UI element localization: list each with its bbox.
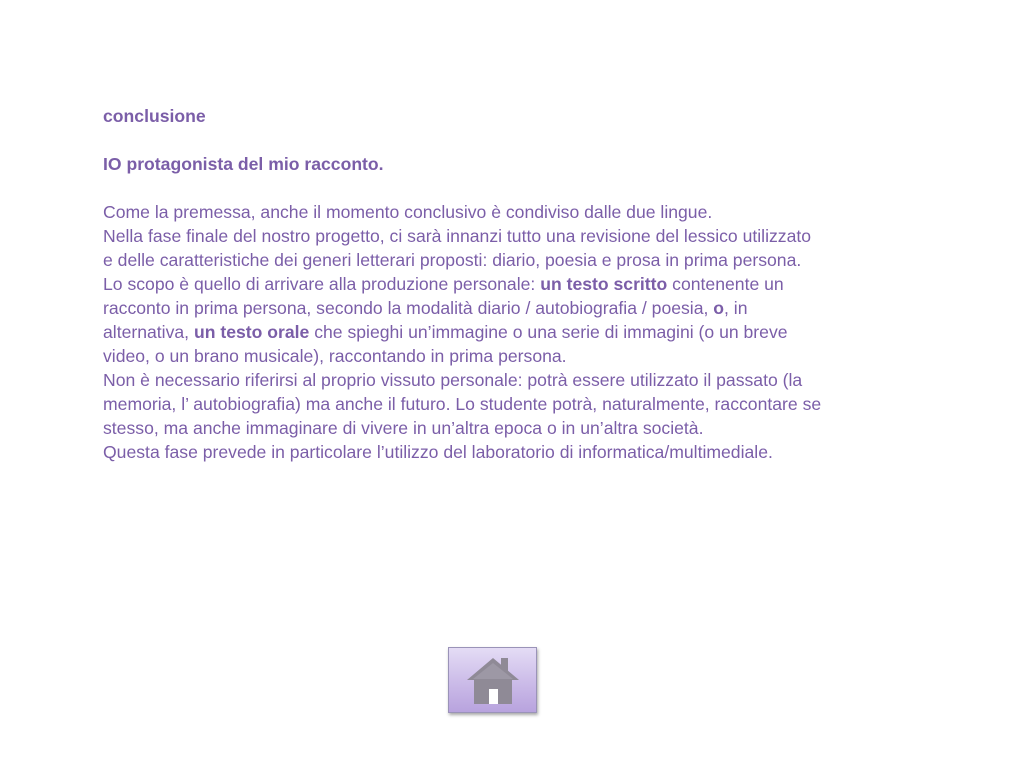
home-icon [467, 656, 519, 706]
body-text: racconto in prima persona, secondo la modalità diario / autobiografia / poesia, [103, 298, 714, 318]
body-text: , in [724, 298, 748, 318]
spacer [103, 128, 933, 152]
emphasis-oral-text: un testo orale [193, 322, 310, 342]
body-line: e delle caratteristiche dei generi letterari proposti: diario, poesia e prosa in prima persona. [103, 250, 802, 270]
slide-content [103, 104, 933, 464]
body-text: alternativa, [103, 322, 194, 342]
slide-subtitle: IO protagonista del mio racconto. [103, 154, 384, 174]
spacer [103, 176, 933, 200]
body-line [103, 320, 933, 344]
body-line: Questa fase prevede in particolare l’utilizzo del laboratorio di informatica/multimediale. [103, 442, 773, 462]
body-line: stesso, ma anche immaginare di vivere in un’altra epoca o in un’altra società. [103, 418, 704, 438]
slide-title: conclusione [103, 106, 206, 126]
emphasis-or: o [713, 298, 725, 318]
body-line [103, 296, 933, 320]
emphasis-written-text: un testo scritto [540, 274, 668, 294]
body-line [103, 272, 933, 296]
body-line: memoria, l’ autobiografia) ma anche il futuro. Lo studente potrà, naturalmente, raccontare se [103, 394, 822, 414]
body-line: Non è necessario riferirsi al proprio vissuto personale: potrà essere utilizzato il passato (la [103, 370, 803, 390]
body-text: contenente un [667, 274, 784, 294]
home-button[interactable] [448, 647, 537, 713]
body-line: Come la premessa, anche il momento conclusivo è condiviso dalle due lingue. [103, 202, 713, 222]
body-text: che spieghi un’immagine o una serie di immagini (o un breve [309, 322, 788, 342]
body-line: Nella fase finale del nostro progetto, ci sarà innanzi tutto una revisione del lessico utilizzato [103, 226, 812, 246]
body-text: Lo scopo è quello di arrivare alla produzione personale: [103, 274, 541, 294]
body-line: video, o un brano musicale), raccontando in prima persona. [103, 346, 567, 366]
